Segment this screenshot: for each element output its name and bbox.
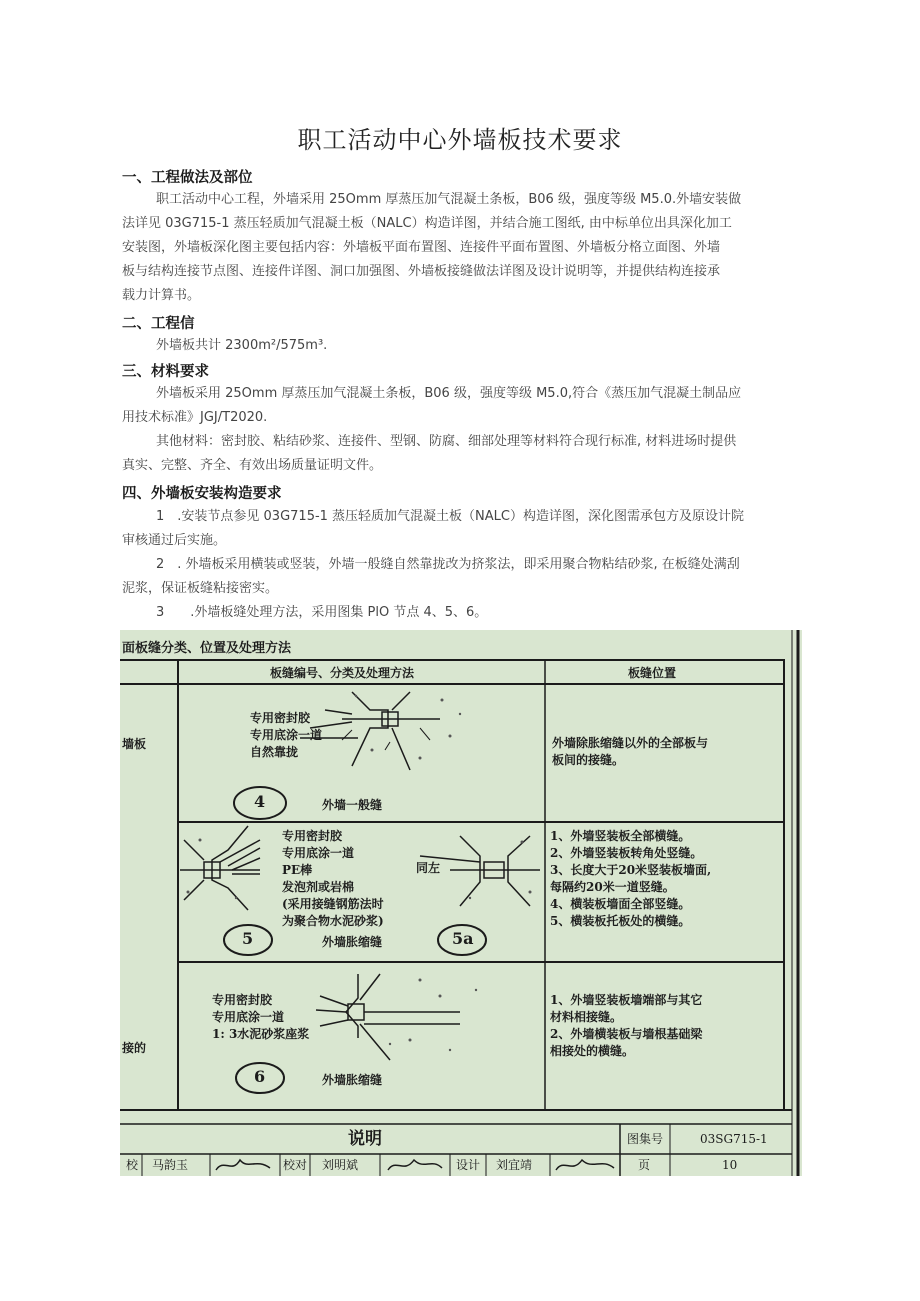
section-1-line-1: 职工活动中心工程，外墙采用 25Omm 厚蒸压加气混凝土条板，B06 级，强度等级 M5.0.外墙安装做 [156,192,742,207]
joint-4-position: 外墙除胀缩缝以外的全部板与 板间的接缝。 [552,736,709,767]
joint-5a-number: 5a [452,929,474,948]
section-1-heading: 一、工程做法及部位 [122,170,253,186]
left-cut-text-2: 接的 [122,1041,147,1055]
joint-5-labels: 专用密封胶 专用底涂一道 PE棒 发泡剂或岩棉 (采用接缝钢筋法时 为聚合物水泥砂浆) [282,829,384,928]
left-cut-text-1: 墙板 [122,737,147,751]
checker-name: 刘明斌 [322,1158,359,1172]
review-label: 校 [126,1158,139,1172]
joint-detail-figure [120,630,802,1176]
column-header-method: 板缝编号、分类及处理方法 [270,666,415,680]
section-4-line-4: 泥浆，保证板缝粘接密实。 [122,581,279,596]
designer-name: 刘宜靖 [496,1158,533,1172]
page-number: 10 [722,1158,738,1172]
section-1-line-5: 载力计算书。 [122,288,201,303]
page-label: 页 [638,1158,651,1172]
title-block-title: 说明 [348,1129,382,1149]
atlas-number-value: 03SG715-1 [700,1132,768,1146]
column-header-position: 板缝位置 [628,666,677,680]
section-4-line-3: 2 . 外墙板采用横装或竖装，外墙一般缝自然靠拢改为挤浆法，即采用聚合物粘结砂浆, 在板缝处满刮 [156,557,740,572]
section-4-line-5: 3 .外墙板缝处理方法，采用图集 PlO 节点 4、5、6。 [156,605,488,620]
joint-4-number: 4 [254,792,266,811]
reviewer-name: 马韵玉 [152,1158,189,1172]
joint-5-name: 外墙胀缩缝 [322,935,383,949]
check-label: 校对 [283,1158,308,1172]
section-3-line-3: 其他材料：密封胶、粘结砂浆、连接件、型钢、防腐、细部处理等材料符合现行标准, 材料进场时提供 [156,434,737,449]
design-label: 设计 [456,1158,481,1172]
section-1-line-4: 板与结构连接节点图、连接件详图、洞口加强图、外墙板接缝做法详图及设计说明等，并提供结构连接承 [122,264,721,279]
joint-6-position: 1、外墙竖装板墙端部与其它 材料相接缝。 2、外墙横装板与墙根基础梁 相接处的横缝。 [550,993,703,1058]
section-3-line-2: 用技术标准》JGJ/T2020. [122,410,268,425]
section-1-line-3: 安装图，外墙板深化图主要包括内容：外墙板平面布置图、连接件平面布置图、外墙板分格立面图、外墙 [122,240,721,255]
joint-5a-same-label: 同左 [416,861,441,875]
joint-5-number: 5 [242,929,254,948]
joint-5-position: 1、外墙竖装板全部横缝。 2、外墙竖装板转角处竖缝。 3、长度大于20米竖装板墙面, 每隔约20米一道竖缝。 4、横装板墙面全部竖缝。 5、横装板托板处的横缝。 [550,829,712,928]
section-2-line-1: 外墙板共计 2300m²/575m³. [156,338,328,353]
section-4-heading: 四、外墙板安装构造要求 [122,486,282,502]
joint-6-number: 6 [254,1067,266,1086]
section-3-line-1: 外墙板采用 25Omm 厚蒸压加气混凝土条板，B06 级，强度等级 M5.0,符合《蒸压加气混凝土制品应 [156,386,742,401]
section-1-line-2: 法详见 03G715-1 蒸压轻质加气混凝土板（NALC）构造详图，并结合施工图纸, 由中标单位出具深化加工 [122,216,732,231]
joint-4-name: 外墙一般缝 [322,798,383,812]
page-title: 职工活动中心外墙板技术要求 [297,126,623,154]
figure-caption: 面板缝分类、位置及处理方法 [122,641,292,656]
section-3-heading: 三、材料要求 [122,364,209,380]
joint-4-labels: 专用密封胶 专用底涂一道 自然靠拢 [250,711,323,759]
section-2-heading: 二、工程信 [122,316,195,332]
section-4-line-1: 1 .安装节点参见 03G715-1 蒸压轻质加气混凝土板（NALC）构造详图，深化图需承包方及原设计院 [156,509,744,524]
section-3-line-4: 真实、完整、齐全、有效出场质量证明文件。 [122,458,383,473]
section-4-line-2: 审核通过后实施。 [122,533,227,548]
joint-6-name: 外墙胀缩缝 [322,1073,383,1087]
atlas-number-label: 图集号 [627,1132,664,1146]
joint-6-labels: 专用密封胶 专用底涂一道 1: 3水泥砂浆座浆 [212,993,310,1041]
